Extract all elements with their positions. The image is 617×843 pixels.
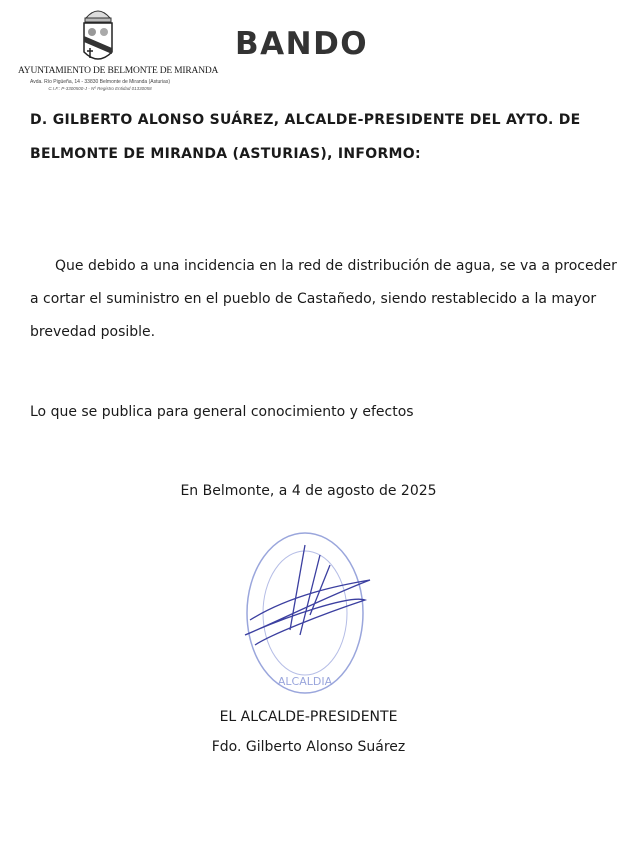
- heading-line-2: BELMONTE DE MIRANDA (ASTURIAS), INFORMO:: [30, 146, 421, 162]
- body-line-3: brevedad posible.: [30, 324, 156, 340]
- place-date: En Belmonte, a 4 de agosto de 2025: [180, 483, 437, 499]
- svg-text:ALCALDIA: ALCALDIA: [277, 675, 333, 688]
- signatory-name: Fdo. Gilberto Alonso Suárez: [211, 739, 406, 755]
- signatory-role: EL ALCALDE-PRESIDENTE: [219, 709, 398, 725]
- heading-line-1: D. GILBERTO ALONSO SUÁREZ, ALCALDE-PRESIDENTE DEL AYTO. DE: [30, 112, 581, 128]
- official-seal-signature: [230, 525, 380, 700]
- municipal-crest-logo: [78, 4, 118, 66]
- body-line-2: a cortar el suministro en el pueblo de Castañedo, siendo restablecido a la mayor: [30, 291, 597, 307]
- page-title: BANDO: [235, 26, 369, 62]
- org-cif: C.I.F.: P-3300500-J - Nº Registro Entidad 01330058: [48, 86, 152, 91]
- org-address: Avda. Río Pigüeña, 14 - 33830 Belmonte de Miranda (Asturias): [30, 79, 170, 85]
- closing-text: Lo que se publica para general conocimiento y efectos: [30, 404, 414, 420]
- body-line-1: Que debido a una incidencia en la red de distribución de agua, se va a proceder: [55, 258, 617, 274]
- org-name: AYUNTAMIENTO DE BELMONTE DE MIRANDA: [18, 66, 219, 76]
